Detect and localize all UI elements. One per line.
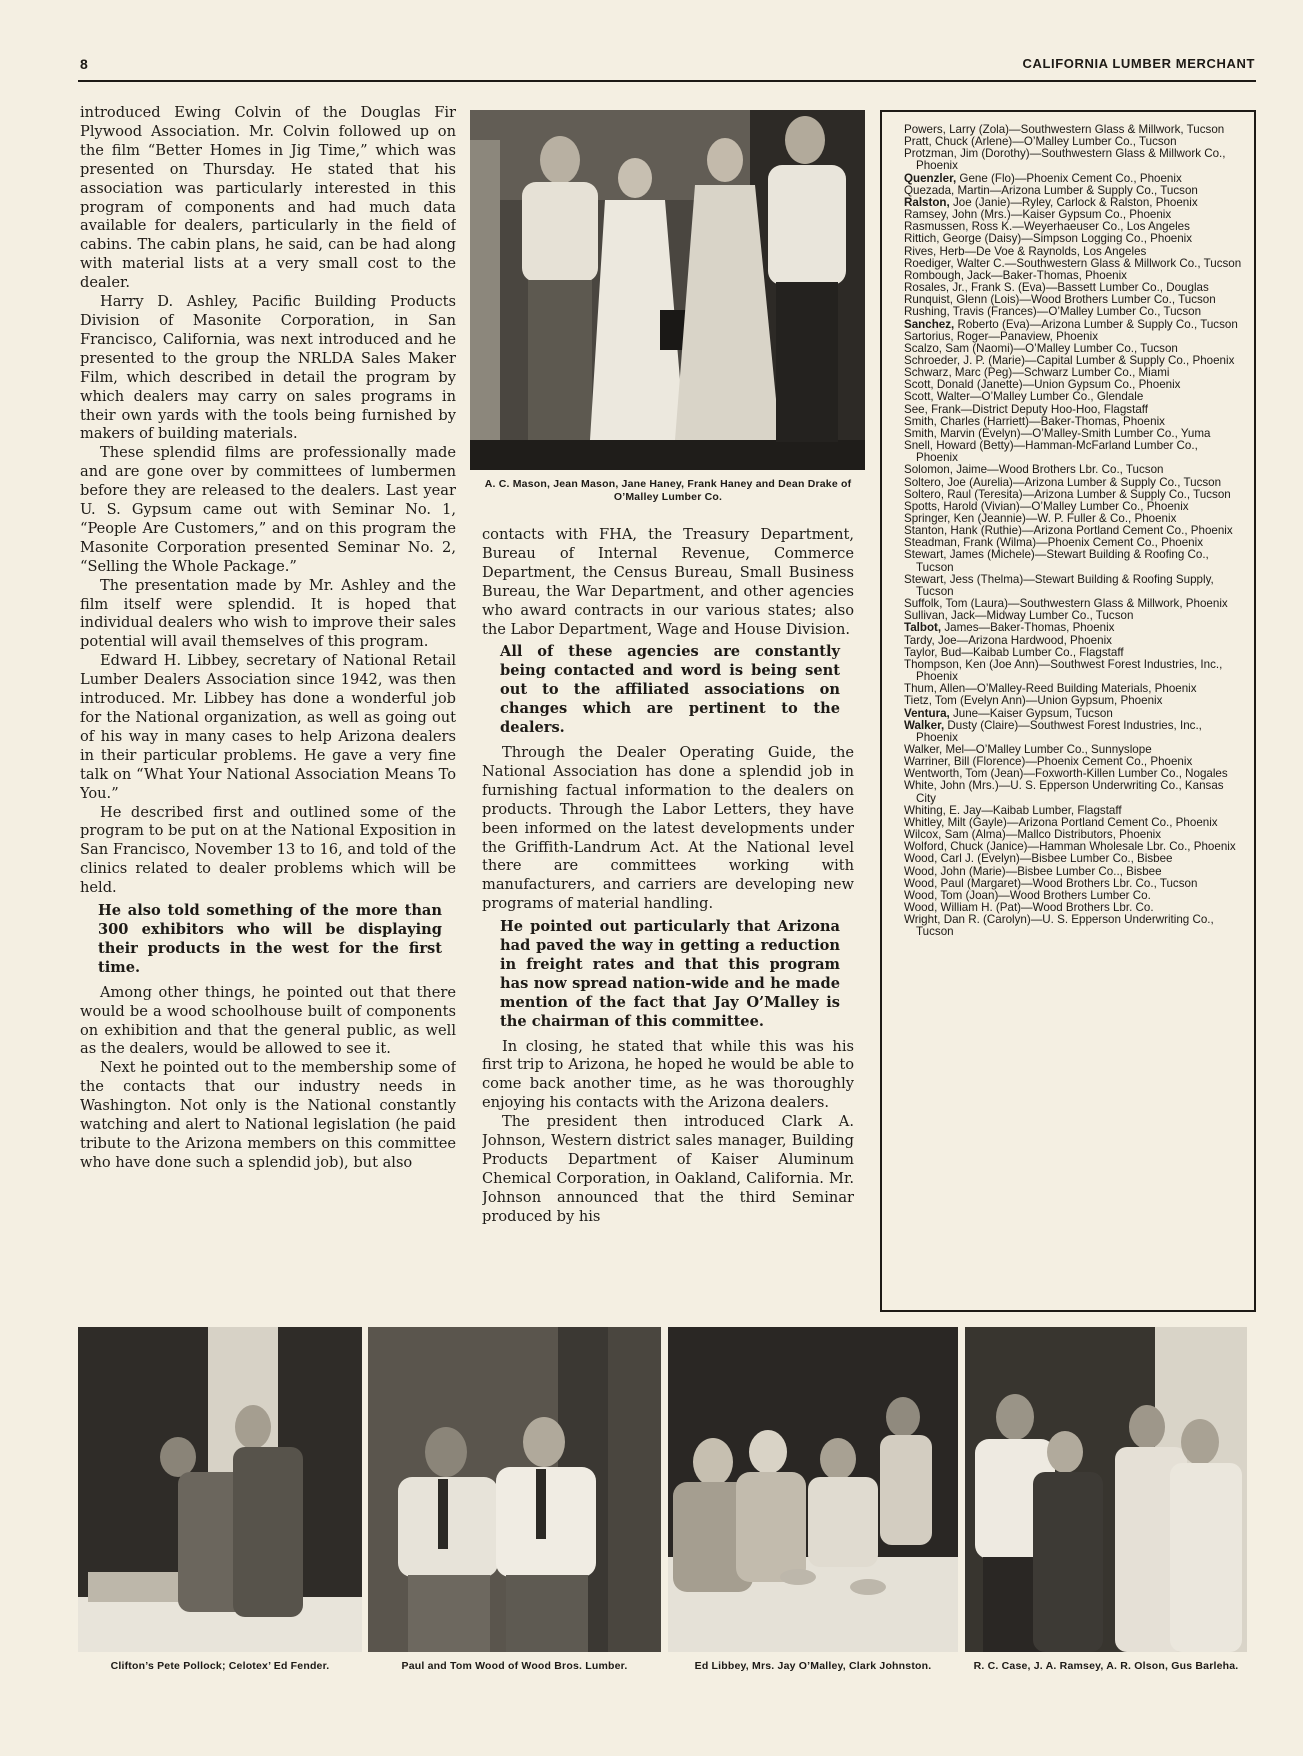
roster-entry-details: John (Marie)—Bisbee Lumber Co.., Bisbee — [937, 864, 1162, 878]
roster-entry-details: Marc (Peg)—Schwarz Lumber Co., Miami — [951, 366, 1170, 380]
roster-entry-name: Quezada, — [904, 183, 955, 197]
roster-entry-name: Springer, — [904, 512, 951, 525]
roster-entry-details: Ken (Joe Ann)—Southwest Forest Industries, Inc., Phoenix — [916, 657, 1223, 684]
article-paragraph: The presentation made by Mr. Ashley and the film itself were splendid. It is hoped that individual dealers who wish to improve their sales potential will avail themselves of this program. — [80, 576, 456, 651]
roster-entry-name: Rosales, — [904, 281, 950, 295]
roster-entry — [904, 720, 1242, 744]
roster-entry-name: Schwarz, — [904, 366, 952, 380]
article-column-2 — [482, 526, 854, 1306]
roster-entry-name: Solomon, — [904, 463, 953, 477]
roster-entry-details: Walter C.—Southwestern Glass & Millwork Co., Tucson — [953, 256, 1242, 270]
article-paragraph: These splendid films are professionally made and are gone over by committees of lumbermen before they are released to the dealers. Last year U. S. Gypsum came out with Seminar No. 1, “People Are Customers,” and on this program the Masonite Corporation presented Seminar No. 2, “Selling the Whole Package.” — [80, 444, 456, 575]
roster-entry-name: Ramsey, — [904, 208, 949, 222]
roster-entry-name: Runquist, — [904, 293, 953, 307]
roster-entry-name: Warriner, — [904, 755, 951, 769]
roster-entry-details: Raul (Teresita)—Arizona Lumber & Supply Co., Tucson — [943, 487, 1231, 501]
article-paragraph: Next he pointed out to the membership some of the contacts that our industry needs in Washington. Not only is the National constantly watching and alert to National legislation (he paid tribute to the Arizona members on this committee who have done such a splendid job), but also — [80, 1059, 456, 1171]
roster-entry-details: James—Baker-Thomas, Phoenix — [941, 621, 1115, 635]
roster-entry-details: Bill (Florence)—Phoenix Cement Co., Phoenix — [950, 755, 1193, 769]
roster-entry-name: Whiting, — [904, 803, 946, 817]
roster-entry-details: Tom (Joan)—Wood Brothers Lumber Co. — [937, 888, 1151, 902]
roster-entry-details: Jack—Baker-Thomas, Phoenix — [963, 268, 1127, 282]
pull-paragraph: He pointed out particularly that Arizona had paved the way in getting a reduction in freight rates and that this program has now spread nation-wide and he made mention of the fact that Jay O’Malley is the chairman of this committee. — [500, 918, 840, 1030]
article-paragraph: introduced Ewing Colvin of the Douglas Fir Plywood Association. Mr. Colvin followed up on the film “Better Homes in Jig Time,” which was presented on Thursday. He stated that his association was particularly interested in this program of components and had much data available for dealers, particularly in the field of cabins. The cabin plans, he said, can be had along with material lists at a very small cost to the dealer. — [80, 104, 456, 292]
roster-entry-name: Rittich, — [904, 232, 940, 246]
bottom-photo-4 — [965, 1327, 1247, 1652]
roster-entry-name: Whitley, — [904, 815, 945, 829]
roster-entry-name: Soltero, — [904, 487, 944, 501]
roster-entry-name: Taylor, — [904, 645, 938, 659]
roster-entry-details: Sam (Naomi)—O’Malley Lumber Co., Tucson — [942, 341, 1178, 355]
roster-entry-name: Scalzo, — [904, 341, 943, 355]
roster-entry-details: James (Michele)—Stewart Building & Roofing Co., Tucson — [916, 548, 1209, 574]
roster-entry-details: Joe (Aurelia)—Arizona Lumber & Supply Co., Tucson — [943, 475, 1222, 489]
roster-entry-details: John (Mrs.)—U. S. Epperson Underwriting Co., Kansas City — [916, 779, 1224, 805]
roster-entry-details: Jess (Thelma)—Stewart Building & Roofing Supply, Tucson — [916, 572, 1214, 598]
roster-entry-name: Tietz, — [904, 694, 932, 708]
top-photo-caption: A. C. Mason, Jean Mason, Jane Haney, Frank Haney and Dean Drake of O’Malley Lumber Co. — [484, 478, 852, 503]
roster-entry-name: Roediger, — [904, 256, 954, 270]
roster-entry-details: Sam (Alma)—Mallco Distributors, Phoenix — [941, 828, 1162, 842]
roster-entry-name: Protzman, — [904, 147, 957, 161]
roster-entry-name: Ralston, — [904, 195, 950, 209]
article-paragraph: Through the Dealer Operating Guide, the National Association has done a splendid job in furnishing factual information to the dealers on products. Through the Labor Letters, they have been informed on the latest developments under the Griffith-Landrum Act. At the National level there are committees working with manufacturers, and carriers are developing new programs of material handling. — [482, 743, 854, 913]
bottom-photo-2 — [368, 1327, 661, 1652]
roster-entry-details: J. P. (Marie)—Capital Lumber & Supply Co., Phoenix — [960, 353, 1235, 367]
roster-entry-details: Carl J. (Evelyn)—Bisbee Lumber Co., Bisbee — [937, 852, 1173, 866]
roster-entry — [904, 659, 1242, 683]
article-paragraph: In closing, he stated that while this was his first trip to Arizona, he hoped he would be able to come back another time, as he was thoroughly enjoying his contacts with the Arizona dealers. — [482, 1037, 854, 1112]
roster-entry-details: Dusty (Claire)—Southwest Forest Industries, Inc., Phoenix — [916, 718, 1202, 744]
roster-entry-details: Herb—De Voe & Raynolds, Los Angeles — [936, 244, 1147, 258]
roster-entry-details: Frank—District Deputy Hoo-Hoo, Flagstaff — [927, 402, 1148, 416]
roster-entry-name: Thompson, — [904, 657, 962, 671]
article-paragraph: The president then introduced Clark A. Johnson, Western district sales manager, Building Products Department of Kaiser Aluminum Chemical Corporation, in Oakland, California. Mr. Johnson announced that the third Seminar produced by his — [482, 1113, 854, 1225]
roster-entry-name: Pratt, — [904, 135, 932, 149]
roster-entry-details: Jim (Dorothy)—Southwestern Glass & Millwork Co., Phoenix — [916, 147, 1226, 173]
roster-entry-name: White, — [904, 779, 937, 793]
roster-entry-details: Jack—Midway Lumber Co., Tucson — [947, 609, 1134, 623]
roster-entry — [904, 780, 1242, 804]
roster-entry-details: Paul (Margaret)—Wood Brothers Lbr. Co., Tucson — [937, 876, 1198, 890]
roster-entry-name: Quenzler, — [904, 171, 957, 185]
header-rule — [78, 80, 1256, 82]
roster-entry-details: Chuck (Arlene)—O’Malley Lumber Co., Tucson — [931, 135, 1177, 149]
top-photo — [470, 110, 865, 470]
roster-entry-details: Howard (Betty)—Hamman-McFarland Lumber Co., Phoenix — [916, 439, 1198, 465]
roster-entry-details: Dan R. (Carolyn)—U. S. Epperson Underwriting Co., Tucson — [916, 913, 1214, 939]
roster-entry-name: Wood, — [904, 876, 938, 890]
roster-entry-name: Wilcox, — [904, 828, 942, 842]
roster-entry-name: Wright, — [904, 913, 941, 927]
roster-entry-details: Bud—Kaibab Lumber Co., Flagstaff — [937, 645, 1124, 659]
bottom-photo-3 — [668, 1327, 958, 1652]
roster-entry-name: Wolford, — [904, 840, 947, 854]
roster-entry-details: E. Jay—Kaibab Lumber, Flagstaff — [945, 803, 1122, 817]
roster-entry-details: Joe (Janie)—Ryley, Carlock & Ralston, Phoenix — [949, 195, 1198, 209]
roster-entry-name: Scott, — [904, 390, 934, 404]
roster-entry-name: Rasmussen, — [904, 220, 969, 234]
roster-entry-details: Mel—O’Malley Lumber Co., Sunnyslope — [942, 742, 1152, 756]
roster-entry-name: Wood, — [904, 888, 938, 902]
roster-entry — [904, 574, 1242, 598]
roster-entry-name: Rombough, — [904, 268, 964, 282]
article-paragraph: Among other things, he pointed out that there would be a wood schoolhouse built of components on exhibition and that the general public, as well as the dealers, would be allowed to see it. — [80, 983, 456, 1058]
roster-entry-details: John (Mrs.)—Kaiser Gypsum Co., Phoenix — [948, 208, 1172, 222]
roster-entry-details: Chuck (Janice)—Hamman Wholesale Lbr. Co., Phoenix — [946, 840, 1236, 854]
roster-entry-name: Tardy, — [904, 633, 935, 647]
article-column-1 — [80, 104, 456, 1304]
roster-entry-details: Allen—O’Malley-Reed Building Materials, Phoenix — [936, 682, 1197, 696]
roster-entry-name: Walker, — [904, 742, 943, 756]
roster-entry-details: Joe—Arizona Hardwood, Phoenix — [934, 633, 1112, 647]
roster-entry-name: Thum, — [904, 682, 937, 696]
roster-entry-name: Wood, — [904, 852, 938, 866]
roster-entry-name: Steadman, — [904, 536, 961, 550]
roster-entry-details: George (Daisy)—Simpson Logging Co., Phoenix — [939, 232, 1193, 246]
roster-entry-name: Spotts, — [904, 499, 941, 513]
roster-entry-name: Stewart, — [904, 548, 947, 562]
roster-entry-details: Jaime—Wood Brothers Lbr. Co., Tucson — [952, 463, 1164, 477]
roster-entry-name: See, — [904, 402, 928, 416]
roster-entry-details: Ross K.—Weyerhaeuser Co., Los Angeles — [968, 220, 1190, 234]
bottom-photo-2-caption: Paul and Tom Wood of Wood Bros. Lumber. — [401, 1660, 628, 1672]
roster-entry-details: Charles (Harriett)—Baker-Thomas, Phoenix — [936, 414, 1165, 428]
roster-entry-name: Rushing, — [904, 305, 950, 319]
roster-entry-name: Sullivan, — [904, 609, 948, 623]
roster-entry-details: Marvin (Evelyn)—O’Malley-Smith Lumber Co., Yuma — [936, 426, 1211, 440]
roster-entry-details: Gene (Flo)—Phoenix Cement Co., Phoenix — [956, 171, 1182, 185]
roster-entry-name: Sartorius, — [904, 329, 954, 343]
roster-entry-details: William H. (Pat)—Wood Brothers Lbr. Co. — [937, 901, 1154, 914]
article-paragraph: He described first and outlined some of the program to be put on at the National Exposition in San Francisco, November 13 to 16, and told of the clinics related to dealer problems which will be held. — [80, 803, 456, 897]
roster-entry-details: Hank (Ruthie)—Arizona Portland Cement Co., Phoenix — [947, 524, 1233, 538]
roster-entry-name: Smith, — [904, 414, 937, 428]
roster-entry-name: Rives, — [904, 244, 937, 258]
roster-entry-name: Walker, — [904, 718, 945, 732]
roster-entry-name: Schroeder, — [904, 353, 961, 367]
roster-entry-name: Talbot, — [904, 621, 942, 635]
roster-entry-name: Smith, — [904, 426, 937, 440]
roster-entry — [904, 549, 1242, 573]
roster-entry-details: Tom (Jean)—Foxworth-Killen Lumber Co., Nogales — [962, 767, 1228, 781]
pull-paragraph: He also told something of the more than 300 exhibitors who will be displaying their products in the west for the first time. — [98, 902, 442, 976]
roster-entry-details: Walter—O’Malley Lumber Co., Glendale — [933, 390, 1144, 404]
roster-entry-name: Stanton, — [904, 524, 948, 538]
roster-entry-name: Snell, — [904, 439, 934, 453]
roster-entry-name: Scott, — [904, 378, 934, 392]
roster-entry-details: Jr., Frank S. (Eva)—Bassett Lumber Co., Douglas — [949, 281, 1209, 295]
roster-entry-name: Wood, — [904, 864, 938, 878]
article-paragraph: contacts with FHA, the Treasury Department, Bureau of Internal Revenue, Commerce Department, the Census Bureau, Small Business Bureau, the War Department, and other agencies who award contracts in our various states; also the Labor Department, Wage and House Division. — [482, 526, 854, 638]
page-number: 8 — [80, 56, 88, 72]
roster-entry-name: Ventura, — [904, 706, 950, 720]
roster-entry-name: Suffolk, — [904, 597, 943, 611]
bottom-photo-1 — [78, 1327, 362, 1652]
roster-entry-details: Glenn (Lois)—Wood Brothers Lumber Co., Tucson — [952, 293, 1216, 307]
roster-entry-name: Powers, — [904, 123, 946, 136]
bottom-photo-3-caption: Ed Libbey, Mrs. Jay O’Malley, Clark Johnston. — [694, 1660, 932, 1672]
roster-entry — [904, 440, 1242, 464]
bottom-photo-1-caption: Clifton’s Pete Pollock; Celotex’ Ed Fender. — [110, 1660, 330, 1672]
roster-entry-name: Soltero, — [904, 475, 944, 489]
roster-entry-details: Martin—Arizona Lumber & Supply Co., Tucson — [954, 183, 1198, 197]
roster-entry-name: Sanchez, — [904, 317, 955, 331]
roster-entry-details: Roberto (Eva)—Arizona Lumber & Supply Co., Tucson — [954, 317, 1238, 331]
roster-entry-details: June—Kaiser Gypsum, Tucson — [949, 706, 1113, 720]
roster-entry-name: Wood, — [904, 901, 938, 914]
article-paragraph: Harry D. Ashley, Pacific Building Products Division of Masonite Corporation, in San Francisco, California, was next introduced and he presented to the group the NRLDA Sales Maker Film, which described in detail the program by which dealers may carry on sales programs in their own yards with the tools being furnished by makers of building materials. — [80, 293, 456, 443]
roster-entry-details: Travis (Frances)—O’Malley Lumber Co., Tucson — [949, 305, 1202, 319]
pull-paragraph: All of these agencies are constantly being contacted and word is being sent out to the affiliated associations on changes which are pertinent to the dealers. — [500, 643, 840, 737]
roster-entry-details: Frank (Wilma)—Phoenix Cement Co., Phoenix — [960, 536, 1203, 550]
attendee-roster — [880, 110, 1256, 1312]
article-paragraph: Edward H. Libbey, secretary of National Retail Lumber Dealers Association since 1942, was then introduced. Mr. Libbey has done a wonderful job for the National organization, as well as going out of his way in many cases to help Arizona dealers in their particular problems. He gave a very fine talk on “What Your National Association Means To You.” — [80, 652, 456, 802]
roster-entry-details: Larry (Zola)—Southwestern Glass & Millwork, Tucson — [945, 123, 1225, 136]
roster-entry-details: Ken (Jeannie)—W. P. Fuller & Co., Phoenix — [950, 512, 1177, 525]
roster-entry-details: Milt (Gayle)—Arizona Portland Cement Co., Phoenix — [944, 815, 1218, 829]
roster-entry-details: Roger—Panaview, Phoenix — [953, 329, 1098, 343]
roster-entry-name: Wentworth, — [904, 767, 963, 781]
roster-entry — [904, 914, 1242, 938]
roster-entry-name: Stewart, — [904, 572, 947, 586]
roster-entry-details: Donald (Janette)—Union Gypsum Co., Phoenix — [933, 378, 1181, 392]
publication-title: CALIFORNIA LUMBER MERCHANT — [1022, 56, 1255, 71]
roster-entry-details: Tom (Laura)—Southwestern Glass & Millwork, Phoenix — [942, 597, 1228, 611]
roster-entry-details: Harold (Vivian)—O’Malley Lumber Co., Phoenix — [940, 499, 1189, 513]
roster-entry-details: Tom (Evelyn Ann)—Union Gypsum, Phoenix — [931, 694, 1163, 708]
bottom-photo-4-caption: R. C. Case, J. A. Ramsey, A. R. Olson, Gus Barleha. — [973, 1660, 1239, 1672]
roster-entry — [904, 148, 1242, 172]
